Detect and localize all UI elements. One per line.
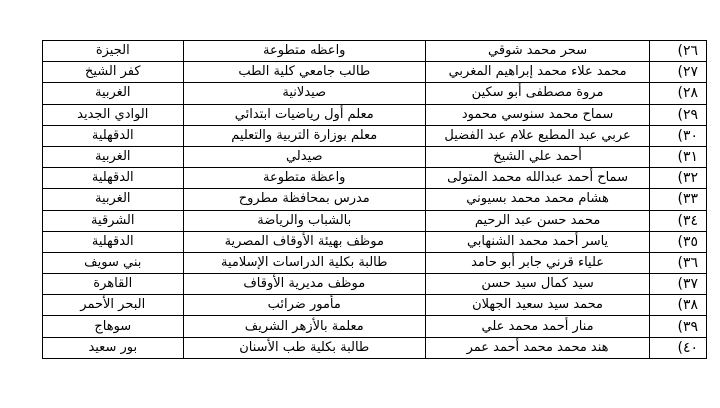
job-title: معلم أول رياضيات ابتدائي (183, 104, 425, 125)
table-row (43, 83, 707, 104)
person-name: مروة مصطفى أبو سكين (425, 83, 649, 104)
governorate: الغربية (43, 83, 184, 104)
governorate: الغربية (43, 146, 184, 167)
job-title: موظف بهيئة الأوقاف المصرية (183, 231, 425, 252)
governorate: الغربية (43, 189, 184, 210)
names-table-container (42, 40, 707, 359)
table-row (43, 41, 707, 62)
person-name: هند محمد محمد أحمد عمر (425, 337, 649, 358)
person-name: عربي عبد المطيع علام عبد الفضيل (425, 125, 649, 146)
table-row (43, 146, 707, 167)
row-number: ٣٠) (650, 125, 707, 146)
names-table (42, 40, 707, 359)
table-row (43, 295, 707, 316)
job-title: طالبة بكلية الدراسات الإسلامية (183, 252, 425, 273)
table-row (43, 274, 707, 295)
job-title: واعظة متطوعة (183, 168, 425, 189)
table-row (43, 337, 707, 358)
row-number: ٣٤) (650, 210, 707, 231)
job-title: مأمور ضرائب (183, 295, 425, 316)
row-number: ٣٩) (650, 316, 707, 337)
table-row (43, 316, 707, 337)
table-row (43, 104, 707, 125)
governorate: سوهاج (43, 316, 184, 337)
governorate: الدقهلية (43, 231, 184, 252)
governorate: الوادي الجديد (43, 104, 184, 125)
person-name: أحمد علي الشيخ (425, 146, 649, 167)
governorate: الشرقية (43, 210, 184, 231)
person-name: محمد سيد سعيد الجهلان (425, 295, 649, 316)
governorate: الدقهلية (43, 125, 184, 146)
table-row (43, 252, 707, 273)
row-number: ٣٢) (650, 168, 707, 189)
row-number: ٣٦) (650, 252, 707, 273)
table-row (43, 210, 707, 231)
job-title: مدرس بمحافظة مطروح (183, 189, 425, 210)
table-row (43, 168, 707, 189)
governorate: كفر الشيخ (43, 62, 184, 83)
governorate: بني سويف (43, 252, 184, 273)
job-title: بالشباب والرياضة (183, 210, 425, 231)
person-name: سحر محمد شوقي (425, 41, 649, 62)
person-name: سيد كمال سيد حسن (425, 274, 649, 295)
row-number: ٣٨) (650, 295, 707, 316)
row-number: ٣٥) (650, 231, 707, 252)
governorate: القاهرة (43, 274, 184, 295)
governorate: الدقهلية (43, 168, 184, 189)
person-name: علياء قرني جابر أبو حامد (425, 252, 649, 273)
person-name: محمد حسن عبد الرحيم (425, 210, 649, 231)
person-name: منار أحمد محمد علي (425, 316, 649, 337)
person-name: سماح محمد سنوسي محمود (425, 104, 649, 125)
job-title: صيدلانية (183, 83, 425, 104)
person-name: محمد علاء محمد إبراهيم المغربي (425, 62, 649, 83)
row-number: ٢٦) (650, 41, 707, 62)
person-name: ياسر أحمد محمد الشنهابي (425, 231, 649, 252)
row-number: ٢٨) (650, 83, 707, 104)
job-title: صيدلي (183, 146, 425, 167)
job-title: معلمة بالأزهر الشريف (183, 316, 425, 337)
row-number: ٣١) (650, 146, 707, 167)
names-table-body (43, 41, 707, 359)
table-row (43, 125, 707, 146)
row-number: ٣٧) (650, 274, 707, 295)
job-title: واعظه متطوعة (183, 41, 425, 62)
governorate: البحر الأحمر (43, 295, 184, 316)
table-row (43, 62, 707, 83)
job-title: طالب جامعي كلية الطب (183, 62, 425, 83)
job-title: طالبة بكلية طب الأسنان (183, 337, 425, 358)
person-name: هشام محمد محمد بسيوني (425, 189, 649, 210)
job-title: معلم بوزارة التربية والتعليم (183, 125, 425, 146)
job-title: موظف مديرية الأوقاف (183, 274, 425, 295)
row-number: ٣٣) (650, 189, 707, 210)
table-row (43, 231, 707, 252)
row-number: ٢٧) (650, 62, 707, 83)
row-number: ٤٠) (650, 337, 707, 358)
table-row (43, 189, 707, 210)
governorate: الجيزة (43, 41, 184, 62)
governorate: بور سعيد (43, 337, 184, 358)
person-name: سماح أحمد عبدالله محمد المتولى (425, 168, 649, 189)
row-number: ٢٩) (650, 104, 707, 125)
